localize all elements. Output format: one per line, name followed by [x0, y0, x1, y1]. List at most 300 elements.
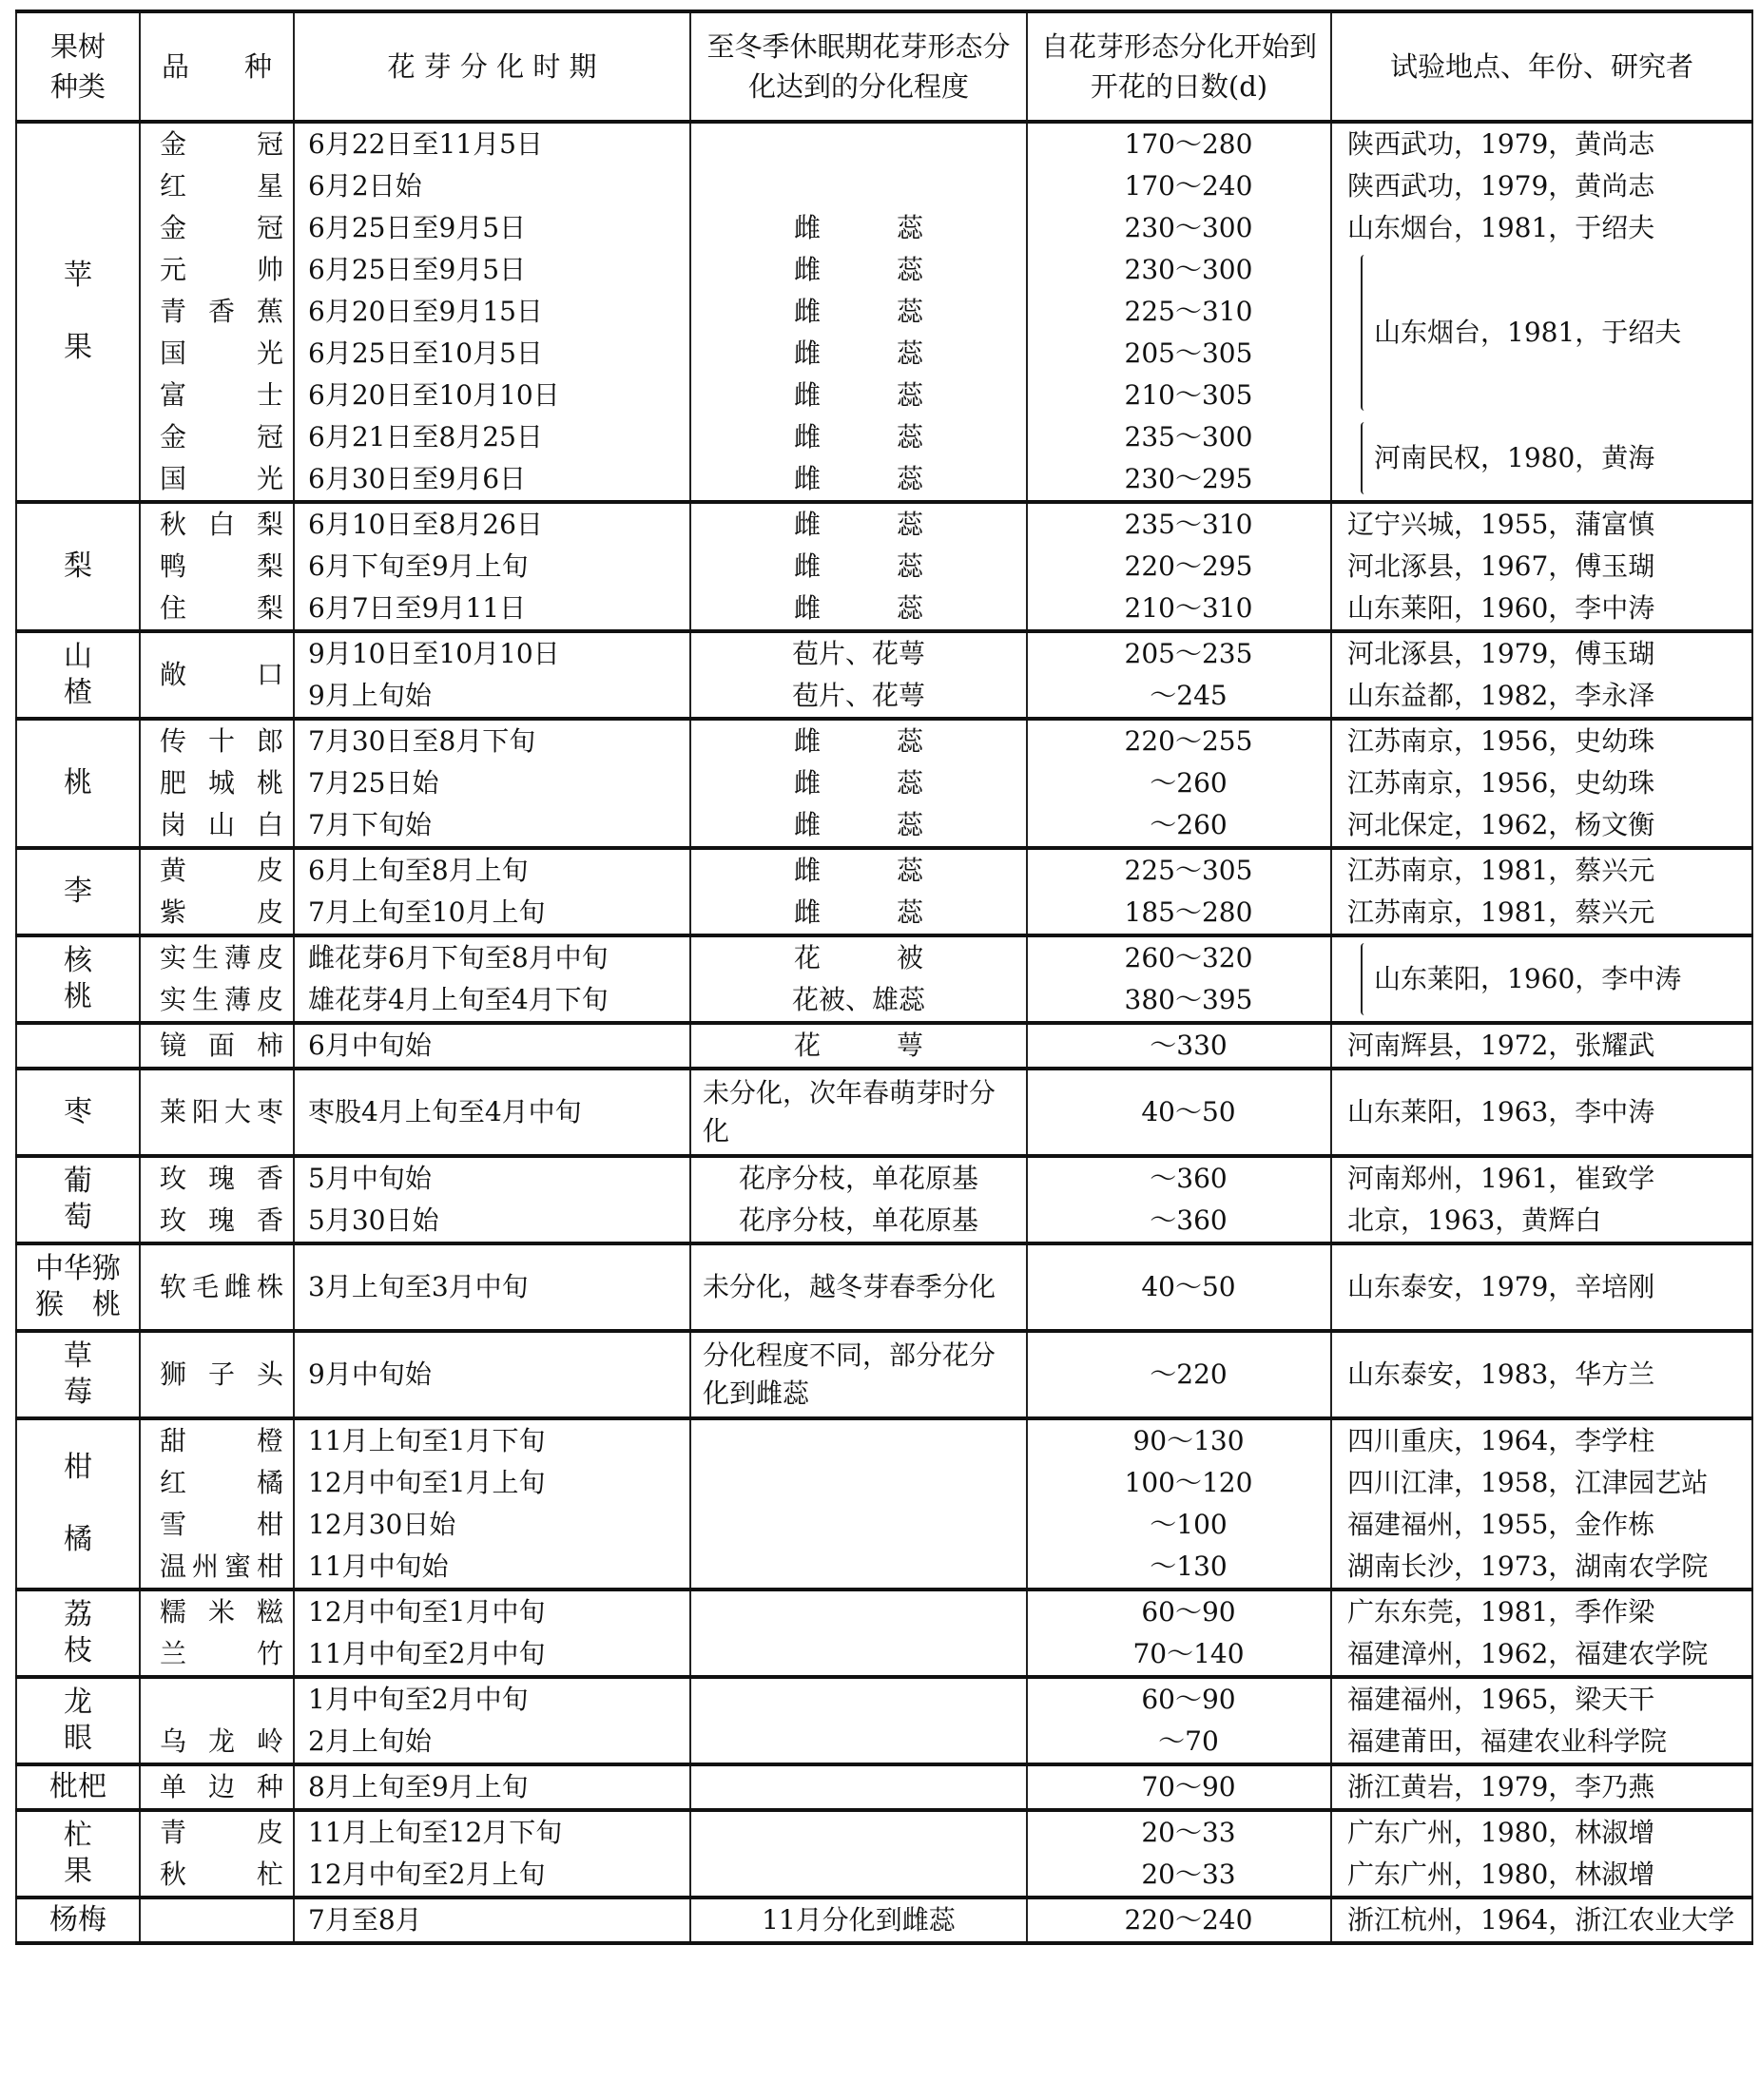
fruit-type-cell: [16, 1898, 140, 1943]
flower-bud-differentiation-table: [15, 10, 1751, 1945]
period-text: 6月20日至10月10日: [308, 379, 560, 411]
header-period: 花 芽 分 化 时 期: [294, 11, 690, 122]
degree-text: 雌蕊: [793, 767, 999, 799]
degree-text: [703, 1766, 1015, 1808]
days-text: 170～280: [1124, 128, 1253, 160]
degree-cell: [690, 1898, 1027, 1943]
variety-name: 温州蜜柑: [160, 1551, 283, 1582]
period-cell: [294, 1764, 690, 1810]
brace-icon: [1361, 255, 1368, 411]
days-text: 20～33: [1141, 1817, 1236, 1848]
period-text: 9月10日至10月10日: [308, 638, 560, 669]
header-fruit: 果树 种类: [16, 11, 140, 122]
period-text: 6月30日至9月6日: [308, 463, 527, 494]
site-cell: [1331, 1898, 1752, 1943]
variety-name: 乌龙岭: [160, 1725, 283, 1757]
days-text: 225～310: [1124, 296, 1253, 327]
fruit-type-cell: [16, 1677, 140, 1764]
period-text: 12月中旬至1月中旬: [308, 1596, 546, 1628]
variety-name: 镜面柿: [160, 1030, 283, 1061]
period-text: 7月25日始: [308, 767, 439, 799]
variety-name: [160, 1679, 283, 1721]
variety-cell: [140, 1589, 294, 1677]
variety-name: [160, 1899, 283, 1941]
site-cell: [1331, 1589, 1752, 1677]
fruit-type-cell: [16, 1069, 140, 1156]
variety-name: 紫皮: [160, 896, 283, 928]
variety-cell: [140, 502, 294, 631]
period-text: 6月7日至9月11日: [308, 592, 527, 624]
fruit-type-label: 梨: [64, 549, 92, 583]
site-cell: [1331, 1331, 1752, 1418]
degree-text: 苞片、花萼: [791, 680, 925, 711]
period-text: 12月中旬至1月上旬: [308, 1467, 546, 1498]
period-text: 7月30日至8月下旬: [308, 725, 536, 757]
fruit-group-row: [16, 1069, 1752, 1156]
degree-cell: [690, 1156, 1027, 1243]
degree-cell: [690, 848, 1027, 935]
period-text: 6月上旬至8月上旬: [308, 855, 529, 886]
variety-name: 实生薄皮: [160, 984, 283, 1015]
fruit-type-label: 桃: [64, 766, 92, 800]
site-cell: [1331, 1764, 1752, 1810]
fruit-type-label: 李: [64, 875, 92, 908]
degree-text: 分化程度不同，部分花分化到雌蕊: [703, 1339, 996, 1409]
fruit-type-cell: [16, 1589, 140, 1677]
days-text: 210～305: [1124, 379, 1253, 411]
period-cell: [294, 122, 690, 502]
days-cell: [1027, 935, 1331, 1023]
variety-name: 金冠: [160, 128, 283, 160]
fruit-type-cell: [16, 631, 140, 719]
site-cell: [1331, 502, 1752, 631]
days-cell: [1027, 502, 1331, 631]
fruit-type-label: 枇杷: [49, 1770, 106, 1803]
variety-name: 红星: [160, 170, 283, 202]
period-text: 6月22日至11月5日: [308, 128, 543, 160]
degree-text: [703, 1504, 1015, 1546]
period-cell: [294, 631, 690, 719]
days-text: ～260: [1150, 767, 1228, 799]
fruit-group-row: [16, 502, 1752, 631]
period-cell: [294, 1589, 690, 1677]
days-text: ～130: [1150, 1551, 1228, 1582]
degree-text: [703, 1591, 1015, 1633]
days-cell: [1027, 848, 1331, 935]
period-text: 11月中旬始: [308, 1551, 449, 1582]
degree-text: [703, 124, 1015, 165]
days-cell: [1027, 1331, 1331, 1418]
period-cell: [294, 848, 690, 935]
days-cell: [1027, 1898, 1331, 1943]
fruit-type-cell: [16, 1810, 140, 1898]
site-text: 四川重庆，1964，李学柱: [1347, 1425, 1655, 1456]
days-text: 220～240: [1124, 1904, 1253, 1936]
site-text: 山东莱阳，1960，李中涛: [1347, 592, 1655, 624]
period-text: 6月20日至9月15日: [308, 296, 543, 327]
fruit-group-row: [16, 1243, 1752, 1331]
fruit-type-cell: [16, 935, 140, 1023]
fruit-type-label: 中华猕 猴 桃: [35, 1252, 121, 1321]
degree-text: 雌蕊: [793, 212, 999, 243]
period-cell: [294, 1810, 690, 1898]
degree-text: 雌蕊: [793, 337, 999, 369]
site-text: 山东益都，1982，李永泽: [1347, 680, 1655, 711]
days-text: ～220: [1150, 1358, 1228, 1390]
variety-name: 狮子头: [160, 1358, 283, 1390]
site-brace-group: [1347, 937, 1751, 1021]
period-cell: [294, 1418, 690, 1589]
period-cell: [294, 1156, 690, 1243]
degree-text: 苞片、花萼: [791, 638, 925, 669]
degree-text: 雌蕊: [793, 379, 999, 411]
degree-text: 雌蕊: [793, 550, 999, 582]
degree-text: 花萼: [793, 1030, 999, 1061]
degree-cell: [690, 1589, 1027, 1677]
days-text: ～330: [1150, 1030, 1228, 1061]
variety-cell: [140, 1023, 294, 1069]
period-text: 6月21日至8月25日: [308, 421, 543, 453]
days-text: ～70: [1158, 1725, 1219, 1757]
site-cell: [1331, 1069, 1752, 1156]
fruit-type-label: 苹 果: [64, 259, 92, 364]
site-text: 广东广州，1980，林淑增: [1347, 1817, 1655, 1848]
degree-text: [703, 1633, 1015, 1675]
site-text: 河南民权，1980，黄海: [1374, 442, 1655, 473]
site-cell: [1331, 631, 1752, 719]
degree-text: 未分化，次年春萌芽时分化: [703, 1077, 996, 1146]
fruit-type-label: 核 桃: [64, 944, 92, 1013]
period-text: 11月中旬至2月中旬: [308, 1638, 546, 1669]
degree-cell: [690, 1810, 1027, 1898]
degree-cell: [690, 719, 1027, 848]
variety-name: 富士: [160, 379, 283, 411]
degree-text: [703, 1679, 1015, 1721]
period-text: 6月10日至8月26日: [308, 509, 543, 540]
days-text: 230～300: [1124, 212, 1253, 243]
degree-text: [703, 1812, 1015, 1854]
fruit-type-label: 葡 萄: [64, 1165, 92, 1234]
site-text: 山东烟台，1981，于绍夫: [1374, 317, 1682, 348]
fruit-group-row: [16, 122, 1752, 502]
site-text: 河南郑州，1961，崔致学: [1347, 1163, 1655, 1194]
days-text: 185～280: [1124, 896, 1253, 928]
site-text: 陕西武功，1979，黄尚志: [1347, 128, 1655, 160]
variety-name: 黄皮: [160, 855, 283, 886]
period-text: 12月30日始: [308, 1509, 456, 1540]
days-text: 70～90: [1141, 1771, 1236, 1802]
site-cell: [1331, 719, 1752, 848]
period-text: 7月下旬始: [308, 809, 432, 840]
variety-name: 敞口: [160, 659, 283, 690]
degree-text: 雌蕊: [793, 463, 999, 494]
days-cell: [1027, 1156, 1331, 1243]
degree-text: 雌蕊: [793, 809, 999, 840]
days-text: ～260: [1150, 809, 1228, 840]
period-text: 7月上旬至10月上旬: [308, 896, 546, 928]
fruit-type-cell: [16, 1764, 140, 1810]
site-text: 浙江黄岩，1979，李乃燕: [1347, 1771, 1655, 1802]
fruit-group-row: [16, 935, 1752, 1023]
degree-text: [703, 1420, 1015, 1462]
degree-cell: [690, 1764, 1027, 1810]
brace-icon: [1361, 943, 1368, 1015]
variety-cell: [140, 1331, 294, 1418]
site-text: 福建福州，1965，梁天干: [1347, 1684, 1655, 1715]
degree-cell: [690, 631, 1027, 719]
degree-cell: [690, 1069, 1027, 1156]
days-text: 260～320: [1124, 942, 1253, 973]
site-text: 江苏南京，1956，史幼珠: [1347, 767, 1655, 799]
variety-cell: [140, 848, 294, 935]
site-text: 江苏南京，1981，蔡兴元: [1347, 896, 1655, 928]
variety-name: 鸭梨: [160, 550, 283, 582]
site-text: 河南辉县，1972，张耀武: [1347, 1030, 1655, 1061]
days-text: 205～305: [1124, 337, 1253, 369]
degree-text: 雌蕊: [793, 254, 999, 285]
site-cell: [1331, 848, 1752, 935]
site-cell: [1331, 1243, 1752, 1331]
variety-name: 红橘: [160, 1467, 283, 1498]
fruit-type-label: 龙 眼: [64, 1686, 92, 1755]
degree-text: 花被: [793, 942, 999, 973]
fruit-type-cell: [16, 1023, 140, 1069]
period-text: 枣股4月上旬至4月中旬: [308, 1096, 582, 1127]
site-text: 山东莱阳，1960，李中涛: [1374, 963, 1682, 994]
days-text: 40～50: [1141, 1096, 1236, 1127]
degree-text: 雌蕊: [793, 421, 999, 453]
site-text: 辽宁兴城，1955，蒲富慎: [1347, 509, 1655, 540]
period-text: 6月25日至10月5日: [308, 337, 543, 369]
days-text: 205～235: [1124, 638, 1253, 669]
period-text: 7月至8月: [308, 1904, 422, 1936]
degree-text: 雌蕊: [793, 725, 999, 757]
site-text: 北京，1963，黄辉白: [1347, 1204, 1602, 1236]
period-cell: [294, 1331, 690, 1418]
days-text: 235～300: [1124, 421, 1253, 453]
period-text: 9月上旬始: [308, 680, 432, 711]
degree-text: 花序分枝，单花原基: [738, 1163, 978, 1194]
period-cell: [294, 502, 690, 631]
period-text: 11月上旬至1月下旬: [308, 1425, 546, 1456]
degree-cell: [690, 1418, 1027, 1589]
fruit-type-label: 枣: [64, 1095, 92, 1128]
period-text: 12月中旬至2月上旬: [308, 1859, 546, 1890]
fruit-type-cell: [16, 719, 140, 848]
site-text: 河北保定，1962，杨文衡: [1347, 809, 1655, 840]
days-text: 90～130: [1132, 1425, 1245, 1456]
fruit-group-row: [16, 1764, 1752, 1810]
site-cell: [1331, 1810, 1752, 1898]
period-text: 11月上旬至12月下旬: [308, 1817, 563, 1848]
days-cell: [1027, 1677, 1331, 1764]
fruit-type-label: 荔 枝: [64, 1598, 92, 1667]
days-cell: [1027, 719, 1331, 848]
period-text: 6月25日至9月5日: [308, 212, 527, 243]
degree-text: [703, 1462, 1015, 1504]
site-cell: [1331, 122, 1752, 502]
days-cell: [1027, 1589, 1331, 1677]
days-cell: [1027, 1023, 1331, 1069]
fruit-type-label: 山 楂: [64, 640, 92, 709]
period-text: 6月中旬始: [308, 1030, 432, 1061]
variety-name: 岗山白: [160, 809, 283, 840]
fruit-type-cell: [16, 122, 140, 502]
fruit-type-cell: [16, 1243, 140, 1331]
variety-name: 单边种: [160, 1771, 283, 1802]
degree-text: 雌蕊: [793, 509, 999, 540]
degree-cell: [690, 502, 1027, 631]
site-text: 广东东莞，1981，季作梁: [1347, 1596, 1655, 1628]
period-text: 6月下旬至9月上旬: [308, 550, 529, 582]
variety-name: 秋白梨: [160, 509, 283, 540]
variety-name: 金冠: [160, 421, 283, 453]
header-site: 试验地点、年份、研究者: [1331, 11, 1752, 122]
days-text: 235～310: [1124, 509, 1253, 540]
fruit-group-row: [16, 1677, 1752, 1764]
degree-text: 雌蕊: [793, 855, 999, 886]
days-text: 210～310: [1124, 592, 1253, 624]
variety-name: 肥城桃: [160, 767, 283, 799]
period-cell: [294, 935, 690, 1023]
site-text: 浙江杭州，1964，浙江农业大学: [1347, 1904, 1735, 1936]
days-text: 380～395: [1124, 984, 1253, 1015]
site-text: 河北涿县，1979，傅玉瑚: [1347, 638, 1655, 669]
fruit-type-cell: [16, 1418, 140, 1589]
fruit-group-row: [16, 1331, 1752, 1418]
period-text: 6月2日始: [308, 170, 422, 202]
variety-name: 传十郎: [160, 725, 283, 757]
site-text: 江苏南京，1981，蔡兴元: [1347, 855, 1655, 886]
fruit-type-label: 草 莓: [64, 1339, 92, 1409]
variety-name: 青皮: [160, 1817, 283, 1848]
variety-cell: [140, 1898, 294, 1943]
fruit-group-row: [16, 1418, 1752, 1589]
days-cell: [1027, 1810, 1331, 1898]
days-text: 60～90: [1141, 1596, 1236, 1628]
days-text: ～360: [1150, 1163, 1228, 1194]
brace-icon: [1361, 422, 1368, 494]
variety-cell: [140, 1156, 294, 1243]
header-variety: 品 种: [140, 11, 294, 122]
degree-text: 雌蕊: [793, 296, 999, 327]
period-text: 6月25日至9月5日: [308, 254, 527, 285]
fruit-type-label: 柑 橘: [64, 1451, 92, 1556]
fruit-type-cell: [16, 848, 140, 935]
period-text: 5月中旬始: [308, 1163, 432, 1194]
site-text: 广东广州，1980，林淑增: [1347, 1859, 1655, 1890]
variety-name: 莱阳大枣: [160, 1096, 283, 1127]
period-cell: [294, 1023, 690, 1069]
degree-text: [703, 165, 1015, 207]
variety-cell: [140, 1069, 294, 1156]
fruit-type-label: 杨梅: [49, 1903, 106, 1936]
site-brace-group: [1347, 249, 1751, 416]
days-cell: [1027, 1069, 1331, 1156]
days-text: 220～295: [1124, 550, 1253, 582]
period-text: 8月上旬至9月上旬: [308, 1771, 529, 1802]
fruit-group-row: [16, 1810, 1752, 1898]
variety-name: 玫瑰香: [160, 1163, 283, 1194]
period-cell: [294, 1243, 690, 1331]
header-degree: 至冬季休眠期花芽形态分化达到的分化程度: [690, 11, 1027, 122]
variety-cell: [140, 631, 294, 719]
variety-cell: [140, 935, 294, 1023]
variety-cell: [140, 719, 294, 848]
variety-name: 国光: [160, 463, 283, 494]
degree-text: [703, 1854, 1015, 1896]
period-text: 雄花芽4月上旬至4月下旬: [308, 984, 609, 1015]
site-text: 福建福州，1955，金作栋: [1347, 1509, 1655, 1540]
site-cell: [1331, 935, 1752, 1023]
site-text: 福建漳州，1962，福建农学院: [1347, 1638, 1709, 1669]
days-cell: [1027, 1418, 1331, 1589]
site-cell: [1331, 1156, 1752, 1243]
days-cell: [1027, 1243, 1331, 1331]
fruit-group-row: [16, 1898, 1752, 1943]
fruit-group-row: [16, 1589, 1752, 1677]
period-cell: [294, 719, 690, 848]
fruit-group-row: [16, 1156, 1752, 1243]
site-text: 山东泰安，1979，辛培刚: [1347, 1271, 1655, 1302]
period-cell: [294, 1677, 690, 1764]
days-text: ～245: [1150, 680, 1228, 711]
period-text: 9月中旬始: [308, 1358, 432, 1390]
period-text: 5月30日始: [308, 1204, 439, 1236]
fruit-group-row: [16, 631, 1752, 719]
site-text: 河北涿县，1967，傅玉瑚: [1347, 550, 1655, 582]
site-text: 四川江津，1958，江津园艺站: [1347, 1467, 1709, 1498]
days-text: 20～33: [1141, 1859, 1236, 1890]
degree-text: 未分化，越冬芽春季分化: [703, 1271, 996, 1302]
period-text: 3月上旬至3月中旬: [308, 1271, 529, 1302]
days-text: 230～295: [1124, 463, 1253, 494]
degree-text: [703, 1546, 1015, 1588]
period-text: 2月上旬始: [308, 1725, 432, 1757]
variety-name: 金冠: [160, 212, 283, 243]
site-text: 湖南长沙，1973，湖南农学院: [1347, 1551, 1709, 1582]
period-text: 1月中旬至2月中旬: [308, 1684, 529, 1715]
degree-text: 雌蕊: [793, 896, 999, 928]
site-cell: [1331, 1023, 1752, 1069]
variety-name: 甜橙: [160, 1425, 283, 1456]
degree-cell: [690, 122, 1027, 502]
variety-name: 雪柑: [160, 1509, 283, 1540]
fruit-type-cell: [16, 1331, 140, 1418]
variety-cell: [140, 1243, 294, 1331]
days-text: 100～120: [1124, 1467, 1253, 1498]
variety-cell: [140, 1418, 294, 1589]
degree-cell: [690, 935, 1027, 1023]
degree-cell: [690, 1677, 1027, 1764]
variety-name: 实生薄皮: [160, 942, 283, 973]
variety-cell: [140, 1810, 294, 1898]
days-text: 40～50: [1141, 1271, 1236, 1302]
site-text: 山东泰安，1983，华方兰: [1347, 1358, 1655, 1390]
variety-name: 软毛雌株: [160, 1271, 283, 1302]
period-cell: [294, 1069, 690, 1156]
degree-text: 花被、雄蕊: [791, 984, 925, 1015]
header-row: [16, 11, 1752, 122]
variety-name: 元帅: [160, 254, 283, 285]
days-text: 60～90: [1141, 1684, 1236, 1715]
variety-name: 兰竹: [160, 1638, 283, 1669]
variety-name: 住梨: [160, 592, 283, 624]
variety-name: 糯米糍: [160, 1596, 283, 1628]
days-cell: [1027, 631, 1331, 719]
site-text: 山东烟台，1981，于绍夫: [1347, 212, 1655, 243]
site-text: 江苏南京，1956，史幼珠: [1347, 725, 1655, 757]
